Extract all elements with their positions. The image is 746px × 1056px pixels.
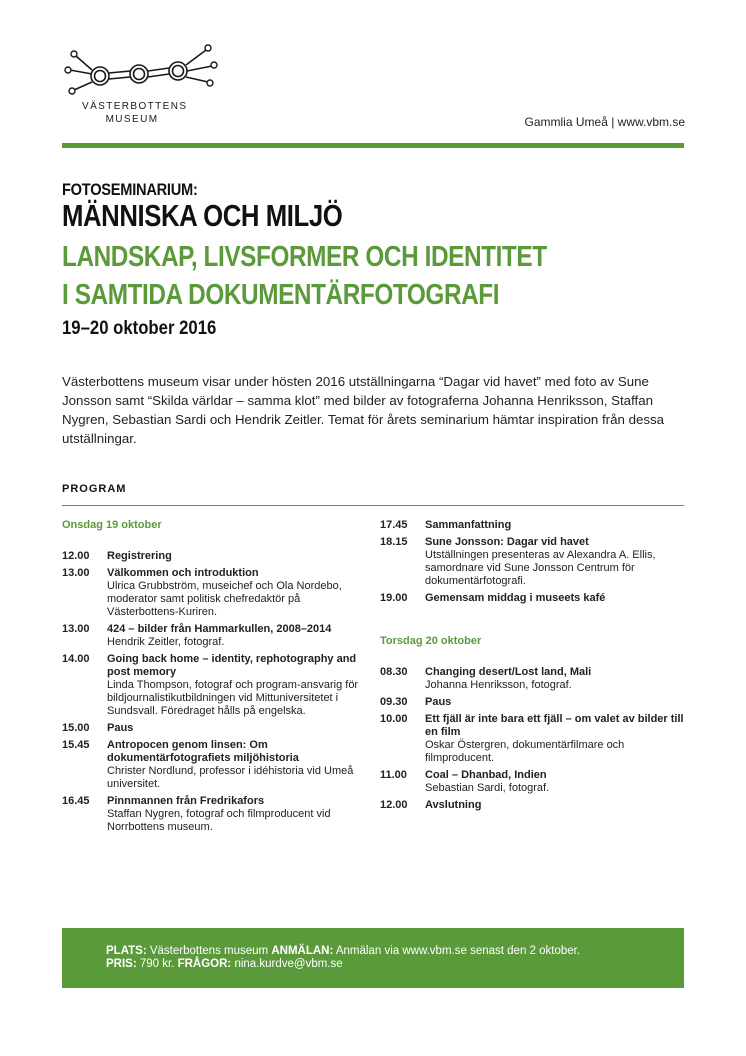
logo-wordmark	[82, 100, 188, 126]
schedule-list-day1	[62, 550, 362, 834]
header-divider	[62, 143, 684, 148]
program-column-left	[62, 519, 362, 838]
entry-time: 10.00	[380, 713, 408, 725]
pris-label: PRIS:	[106, 958, 137, 970]
entry-time: 13.00	[62, 623, 90, 635]
entry-description: Linda Thompson, fotograf och program-ansvarig för bildjournalistikutbildningen vid Mittuniversitetet i Sundsvall. Föredraget hålls på engelska.	[107, 679, 359, 717]
entry-time: 15.00	[62, 722, 90, 734]
info-footer	[62, 928, 684, 988]
logo-emblem-icon	[62, 44, 222, 100]
sub-title-line-1: LANDSKAP, LIVSFORMER OCH IDENTITET	[62, 241, 547, 273]
program-heading: PROGRAM	[62, 483, 127, 495]
entry-title: Välkommen och introduktion	[107, 567, 259, 579]
schedule-entry	[62, 722, 362, 735]
sub-title	[62, 238, 547, 314]
entry-title: Avslutning	[425, 799, 482, 811]
entry-title: Coal – Dhanbad, Indien	[425, 769, 547, 781]
entry-description: Sebastian Sardi, fotograf.	[425, 782, 550, 794]
schedule-entry	[380, 769, 684, 795]
schedule-entry	[62, 739, 362, 791]
entry-description: Ulrica Grubbström, museichef och Ola Nordebo, moderator samt politisk chefredaktör på Västerbottens-Kuriren.	[107, 580, 342, 618]
entry-time: 17.45	[380, 519, 408, 531]
schedule-list-day2	[380, 666, 684, 812]
logo-line-1: VÄSTERBOTTENS	[82, 101, 188, 112]
schedule-entry	[380, 519, 684, 532]
entry-time: 12.00	[380, 799, 408, 811]
entry-title: Ett fjäll är inte bara ett fjäll – om valet av bilder till en film	[425, 713, 684, 738]
schedule-entry	[380, 592, 684, 605]
entry-description: Christer Nordlund, professor i idéhistoria vid Umeå universitet.	[107, 765, 354, 790]
day-heading-wednesday: Onsdag 19 oktober	[62, 519, 162, 531]
entry-title: Paus	[425, 696, 452, 708]
footer-line-2	[106, 958, 580, 971]
schedule-entry	[380, 799, 684, 812]
anmalan-label: ANMÄLAN:	[271, 945, 334, 957]
entry-title: Sammanfattning	[425, 519, 512, 531]
schedule-entry	[62, 653, 362, 718]
museum-logo	[62, 44, 222, 134]
schedule-entry	[380, 536, 684, 588]
main-title: MÄNNISKA OCH MILJÖ	[62, 198, 343, 233]
footer-line-1	[106, 945, 580, 958]
program-divider	[62, 505, 684, 506]
entry-title: Pinnmannen från Fredrikafors	[107, 795, 265, 807]
entry-time: 08.30	[380, 666, 408, 678]
entry-title: Going back home – identity, rephotography and post memory	[107, 653, 357, 678]
event-dates: 19–20 oktober 2016	[62, 318, 217, 339]
entry-description: Hendrik Zeitler, fotograf.	[107, 636, 225, 648]
entry-time: 18.15	[380, 536, 408, 548]
schedule-entry	[380, 713, 684, 765]
entry-time: 16.45	[62, 795, 90, 807]
fragor-value: nina.kurdve@vbm.se	[231, 958, 343, 970]
entry-time: 15.45	[62, 739, 90, 751]
schedule-list-day1-evening	[380, 519, 684, 605]
entry-title: Registrering	[107, 550, 172, 562]
schedule-entry	[380, 696, 684, 709]
sub-title-line-2: I SAMTIDA DOKUMENTÄRFOTOGRAFI	[62, 279, 500, 311]
entry-title: Paus	[107, 722, 134, 734]
schedule-entry	[62, 550, 362, 563]
anmalan-value: Anmälan via www.vbm.se senast den 2 oktober.	[333, 945, 581, 957]
header-contact: Gammlia Umeå | www.vbm.se	[524, 115, 685, 129]
entry-time: 19.00	[380, 592, 408, 604]
entry-time: 09.30	[380, 696, 408, 708]
entry-time: 13.00	[62, 567, 90, 579]
pris-value: 790 kr.	[136, 958, 178, 970]
plats-value: Västerbottens museum	[146, 945, 272, 957]
schedule-entry	[62, 795, 362, 834]
entry-description: Oskar Östergren, dokumentärfilmare och filmproducent.	[425, 739, 625, 764]
entry-title: Changing desert/Lost land, Mali	[425, 666, 592, 678]
program-column-right	[380, 519, 684, 816]
logo-line-2: MUSEUM	[105, 114, 159, 125]
entry-description: Johanna Henriksson, fotograf.	[425, 679, 572, 691]
entry-description: Utställningen presenteras av Alexandra A. Ellis, samordnare vid Sune Jonsson Centrum för dokumentärfotografi.	[425, 549, 656, 587]
entry-description: Staffan Nygren, fotograf och filmproducent vid Norrbottens museum.	[107, 808, 331, 833]
entry-time: 11.00	[380, 769, 407, 781]
entry-time: 12.00	[62, 550, 90, 562]
schedule-entry	[62, 623, 362, 649]
entry-title: Antropocen genom linsen: Om dokumentärfotografiets miljöhistoria	[107, 739, 299, 764]
entry-time: 14.00	[62, 653, 90, 665]
entry-title: 424 – bilder från Hammarkullen, 2008–2014	[107, 623, 332, 635]
entry-title: Sune Jonsson: Dagar vid havet	[425, 536, 589, 548]
intro-paragraph: Västerbottens museum visar under hösten 2016 utställningarna “Dagar vid havet” med foto av Sune Jonsson samt “Skilda världar – samma klot” med bilder av fotograferna Johanna Henriksson, Staffan Nygren, Sebastian Sardi och Hendrik Zeitler. Temat för årets seminarium hämtar inspiration från dessa utställningar.	[62, 374, 665, 446]
schedule-entry	[380, 666, 684, 692]
schedule-entry	[62, 567, 362, 619]
plats-label: PLATS:	[106, 945, 147, 957]
entry-title: Gemensam middag i museets kafé	[425, 592, 606, 604]
fragor-label: FRÅGOR:	[177, 958, 232, 970]
day-heading-thursday: Torsdag 20 oktober	[380, 635, 482, 647]
eyebrow-title: FOTOSEMINARIUM:	[62, 180, 198, 199]
